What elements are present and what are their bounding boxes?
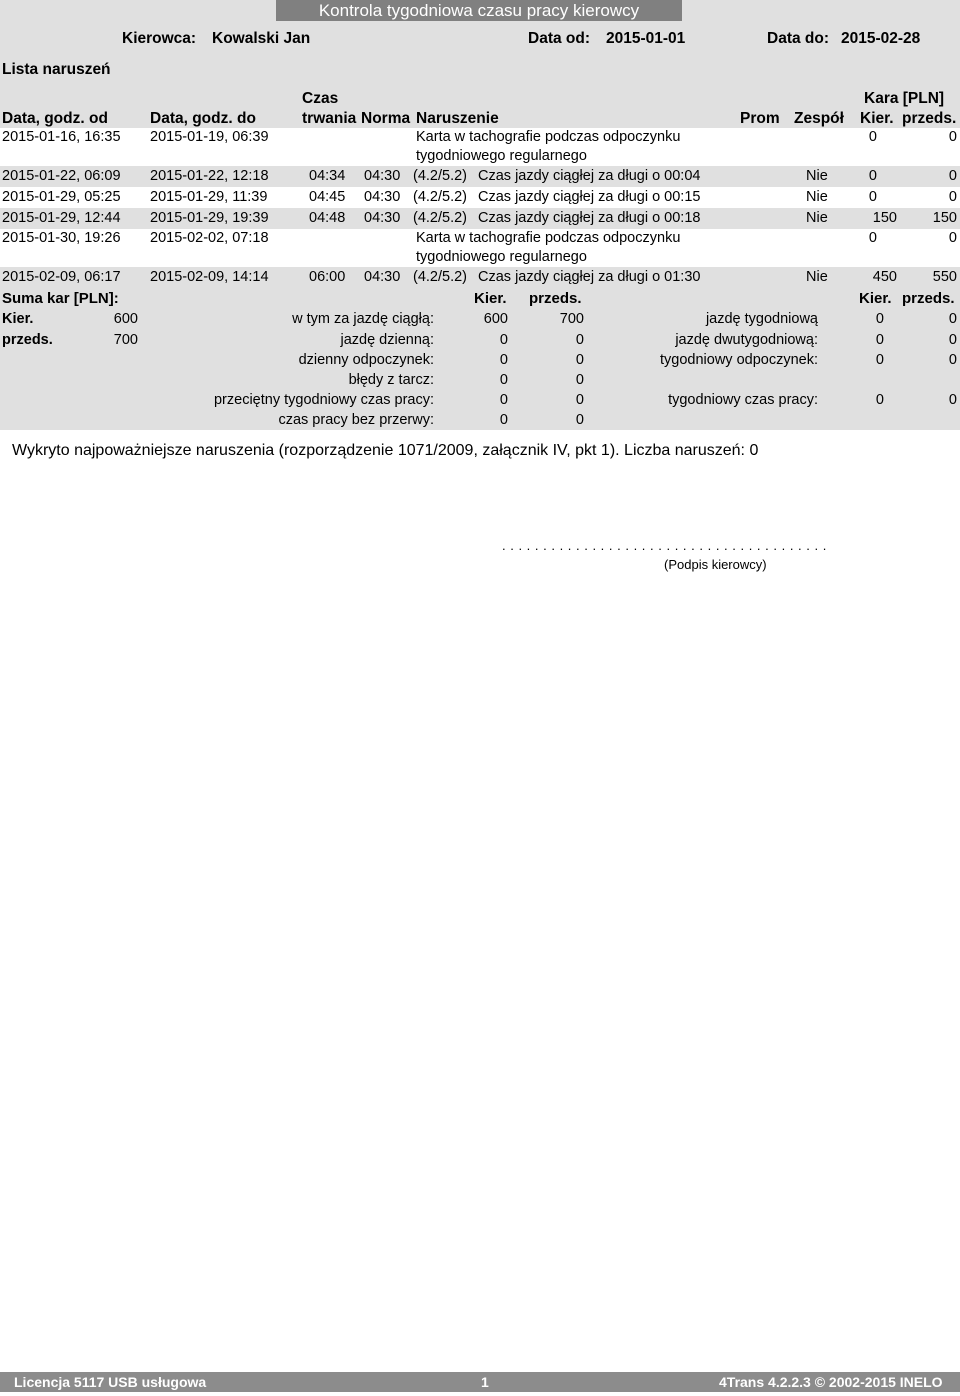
cell-duration: 04:34: [309, 168, 346, 184]
summary-label: czas pracy bez przerwy:: [278, 412, 434, 428]
summary-kier: 600: [483, 311, 508, 327]
cell-to: 2015-01-29, 19:39: [150, 210, 269, 226]
cell-kier: 0: [868, 129, 877, 145]
serious-violations-note: Wykryto najpoważniejsze naruszenia (rozporządzenie 1071/2009, załącznik IV, pkt 1). Liczba naruszeń: 0: [12, 442, 759, 459]
summary-label: dzienny odpoczynek:: [298, 352, 434, 368]
cell-violation: Karta w tachografie podczas odpoczynku: [416, 230, 681, 246]
summary-przeds: 0: [948, 392, 957, 408]
summary-label: w tym za jazdę ciągłą:: [292, 311, 434, 327]
col-kier: Kier.: [860, 110, 894, 127]
table-row: [0, 229, 960, 267]
summary-kier: 0: [875, 392, 884, 408]
report-title: Kontrola tygodniowa czasu pracy kierowcy: [276, 0, 682, 21]
cell-violation-cont: tygodniowego regularnego: [416, 249, 587, 265]
summary-kier-label: Kier.: [2, 311, 34, 327]
signature-line: . . . . . . . . . . . . . . . . . . . . . . . . . . . . . . . . . . . . . . . .: [502, 538, 827, 553]
cell-norm: 04:30: [364, 210, 401, 226]
cell-violation: Karta w tachografie podczas odpoczynku: [416, 129, 681, 145]
cell-duration: 06:00: [309, 269, 346, 285]
cell-to: 2015-02-02, 07:18: [150, 230, 269, 246]
cell-violation: Czas jazdy ciągłej za długi o 00:04: [478, 168, 701, 184]
summary-kier: 0: [875, 352, 884, 368]
cell-kier: 150: [872, 210, 897, 226]
cell-norm: 04:30: [364, 269, 401, 285]
cell-code: (4.2/5.2): [413, 210, 467, 226]
footer-version: 4Trans 4.2.2.3 © 2002-2015 INELO: [719, 1374, 943, 1390]
cell-code: (4.2/5.2): [413, 168, 467, 184]
cell-from: 2015-01-16, 16:35: [2, 129, 121, 145]
col-norm: Norma: [361, 110, 411, 127]
cell-norm: 04:30: [364, 168, 401, 184]
summary-kier: 0: [499, 352, 508, 368]
footer: [0, 1372, 960, 1392]
summary-kier: 0: [875, 332, 884, 348]
cell-team: Nie: [806, 189, 828, 205]
cell-przeds: 0: [948, 189, 957, 205]
summary-col-kier-right: Kier.: [859, 290, 892, 307]
cell-from: 2015-01-30, 19:26: [2, 230, 121, 246]
table-row: [0, 166, 960, 187]
summary-label: tygodniowy odpoczynek:: [660, 352, 818, 368]
col-violation: Naruszenie: [416, 110, 499, 127]
summary-przeds: 0: [575, 352, 584, 368]
cell-przeds: 0: [948, 129, 957, 145]
cell-to: 2015-01-19, 06:39: [150, 129, 269, 145]
summary-label: przeciętny tygodniowy czas pracy:: [213, 392, 434, 408]
summary-label: błędy z tarcz:: [348, 372, 434, 388]
summary-przeds: 700: [559, 311, 584, 327]
summary-przeds: 0: [575, 372, 584, 388]
cell-przeds: 150: [932, 210, 957, 226]
cell-from: 2015-01-29, 05:25: [2, 189, 121, 205]
cell-kier: 450: [872, 269, 897, 285]
cell-team: Nie: [806, 168, 828, 184]
cell-przeds: 0: [948, 230, 957, 246]
footer-license: Licencja 5117 USB usługowa: [14, 1374, 207, 1390]
cell-from: 2015-02-09, 06:17: [2, 269, 121, 285]
col-penalty: Kara [PLN]: [864, 90, 945, 107]
cell-przeds: 0: [948, 168, 957, 184]
summary-przeds: 0: [575, 332, 584, 348]
cell-kier: 0: [868, 189, 877, 205]
summary-col-kier: Kier.: [474, 290, 507, 307]
signature-label: (Podpis kierowcy): [664, 557, 767, 572]
cell-violation: Czas jazdy ciągłej za długi o 01:30: [478, 269, 701, 285]
col-duration-line2: trwania: [302, 110, 357, 127]
col-prom: Prom: [740, 110, 780, 127]
summary-label: tygodniowy czas pracy:: [668, 392, 818, 408]
driver-name: Kowalski Jan: [212, 30, 311, 47]
cell-violation: Czas jazdy ciągłej za długi o 00:15: [478, 189, 701, 205]
col-team: Zespół: [794, 110, 844, 127]
cell-team: Nie: [806, 269, 828, 285]
summary-przeds: 0: [948, 352, 957, 368]
col-przeds: przeds.: [902, 110, 957, 127]
summary-title: Suma kar [PLN]:: [2, 290, 119, 307]
footer-page-number: 1: [481, 1374, 489, 1390]
date-to-value: 2015-02-28: [841, 30, 921, 47]
col-to: Data, godz. do: [150, 110, 256, 127]
summary-kier: 0: [499, 392, 508, 408]
cell-kier: 0: [868, 168, 877, 184]
summary-kier: 0: [499, 412, 508, 428]
summary-przeds: 0: [948, 311, 957, 327]
date-from-value: 2015-01-01: [606, 30, 686, 47]
summary-kier: 0: [875, 311, 884, 327]
cell-kier: 0: [868, 230, 877, 246]
cell-team: Nie: [806, 210, 828, 226]
cell-przeds: 550: [932, 269, 957, 285]
col-from: Data, godz. od: [2, 110, 108, 127]
cell-to: 2015-01-29, 11:39: [150, 189, 268, 205]
cell-duration: 04:48: [309, 210, 346, 226]
summary-kier: 0: [499, 372, 508, 388]
cell-duration: 04:45: [309, 189, 346, 205]
summary-przeds-value: 700: [113, 332, 138, 348]
cell-from: 2015-01-29, 12:44: [2, 210, 121, 226]
summary-przeds-label: przeds.: [2, 332, 53, 348]
cell-violation-cont: tygodniowego regularnego: [416, 148, 587, 164]
summary-label: jazdę dzienną:: [340, 332, 434, 348]
table-row: [0, 208, 960, 229]
summary-col-przeds: przeds.: [529, 290, 582, 307]
date-from-label: Data od:: [528, 30, 590, 47]
summary-kier-value: 600: [113, 311, 138, 327]
cell-norm: 04:30: [364, 189, 401, 205]
cell-violation: Czas jazdy ciągłej za długi o 00:18: [478, 210, 701, 226]
summary-przeds: 0: [948, 332, 957, 348]
summary-label: jazdę tygodniową: [705, 311, 818, 327]
cell-code: (4.2/5.2): [413, 189, 467, 205]
table-row: [0, 187, 960, 208]
summary-kier: 0: [499, 332, 508, 348]
date-to-label: Data do:: [767, 30, 829, 47]
summary-przeds: 0: [575, 412, 584, 428]
cell-to: 2015-01-22, 12:18: [150, 168, 269, 184]
summary-label: jazdę dwutygodniową:: [675, 332, 818, 348]
driver-label: Kierowca:: [122, 30, 197, 47]
summary-przeds: 0: [575, 392, 584, 408]
col-duration-line1: Czas: [302, 90, 339, 107]
summary-col-przeds-right: przeds.: [902, 290, 955, 307]
section-title: Lista naruszeń: [2, 61, 111, 78]
table-row: [0, 267, 960, 288]
cell-code: (4.2/5.2): [413, 269, 467, 285]
cell-to: 2015-02-09, 14:14: [150, 269, 269, 285]
cell-from: 2015-01-22, 06:09: [2, 168, 121, 184]
table-row: [0, 128, 960, 166]
